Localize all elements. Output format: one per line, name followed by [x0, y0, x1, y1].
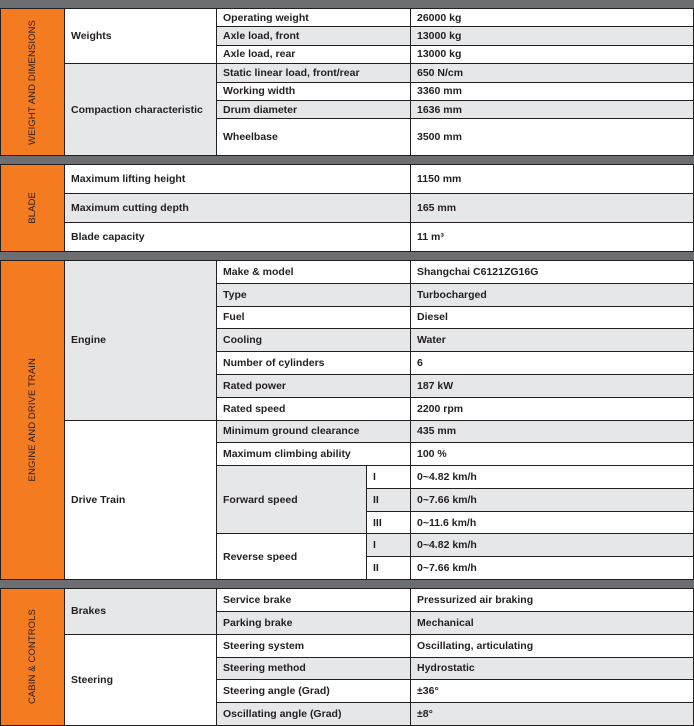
spec-value: 26000 kg	[411, 9, 694, 27]
reverse-speed-label: Reverse speed	[217, 534, 367, 580]
spec-value: 3500 mm	[411, 119, 694, 156]
spec-value: Shangchai C6121ZG16G	[411, 261, 694, 284]
gear-value: 0~11.6 km/h	[411, 512, 694, 535]
group-engine: Engine	[65, 261, 217, 421]
spec-value: Pressurized air braking	[411, 589, 694, 612]
spec-value: 1150 mm	[411, 165, 694, 194]
spec-value: 13000 kg	[411, 27, 694, 45]
spec-label: Oscillating angle (Grad)	[217, 703, 411, 726]
spec-value: Mechanical	[411, 612, 694, 635]
gear-value: 0~7.66 km/h	[411, 557, 694, 580]
spec-value: Diesel	[411, 307, 694, 330]
group-weights: Weights	[65, 9, 217, 64]
spec-value: 1636 mm	[411, 101, 694, 119]
section-title-cabin: CABIN & CONTROLS	[1, 589, 65, 726]
gear-value: 0~4.82 km/h	[411, 534, 694, 557]
spec-label: Wheelbase	[217, 119, 411, 156]
section-divider	[0, 252, 694, 260]
spec-label: Maximum cutting depth	[65, 194, 411, 223]
spec-label: Drum diameter	[217, 101, 411, 119]
spec-label: Parking brake	[217, 612, 411, 635]
spec-value: 13000 kg	[411, 46, 694, 64]
spec-value: Hydrostatic	[411, 658, 694, 681]
section-title-blade: BLADE	[1, 165, 65, 252]
engine-drive-section	[0, 260, 694, 580]
spec-value: 435 mm	[411, 421, 694, 444]
spec-label: Cooling	[217, 329, 411, 352]
cabin-controls-section	[0, 588, 694, 726]
spec-value: Oscillating, articulating	[411, 635, 694, 658]
section-title-engine: ENGINE AND DRIVE TRAIN	[1, 261, 65, 580]
spec-label: Minimum ground clearance	[217, 421, 411, 444]
spec-value: Turbocharged	[411, 284, 694, 307]
spec-label: Rated speed	[217, 398, 411, 421]
section-title-weight: WEIGHT AND DIMENSIONS	[1, 9, 65, 156]
weight-dimensions-section	[0, 8, 694, 156]
group-drive-train: Drive Train	[65, 421, 217, 581]
gear-value: 0~4.82 km/h	[411, 466, 694, 489]
spec-label: Operating weight	[217, 9, 411, 27]
spec-label: Steering angle (Grad)	[217, 680, 411, 703]
forward-speed-label: Forward speed	[217, 466, 367, 534]
group-brakes: Brakes	[65, 589, 217, 635]
spec-label: Number of cylinders	[217, 352, 411, 375]
gear-label: II	[367, 557, 411, 580]
gear-label: I	[367, 466, 411, 489]
spec-value: 187 kW	[411, 375, 694, 398]
spec-value: ±36°	[411, 680, 694, 703]
spec-label: Axle load, rear	[217, 46, 411, 64]
gear-value: 0~7.66 km/h	[411, 489, 694, 512]
spec-label: Service brake	[217, 589, 411, 612]
gear-label: I	[367, 534, 411, 557]
gear-label: II	[367, 489, 411, 512]
spec-value: 11 m³	[411, 223, 694, 252]
spec-value: Water	[411, 329, 694, 352]
spec-label: Blade capacity	[65, 223, 411, 252]
spec-label: Static linear load, front/rear	[217, 64, 411, 82]
spec-label: Working width	[217, 83, 411, 101]
spec-value: ±8°	[411, 703, 694, 726]
spec-value: 2200 rpm	[411, 398, 694, 421]
section-divider	[0, 156, 694, 164]
group-compaction: Compaction characteristic	[65, 64, 217, 156]
gear-label: III	[367, 512, 411, 535]
blade-section	[0, 164, 694, 252]
spec-label: Type	[217, 284, 411, 307]
spec-label: Axle load, front	[217, 27, 411, 45]
spec-label: Fuel	[217, 307, 411, 330]
spec-label: Maximum lifting height	[65, 165, 411, 194]
spec-value: 6	[411, 352, 694, 375]
spec-value: 100 %	[411, 443, 694, 466]
spec-value: 3360 mm	[411, 83, 694, 101]
section-divider	[0, 0, 694, 8]
group-steering: Steering	[65, 635, 217, 726]
spec-value: 650 N/cm	[411, 64, 694, 82]
spec-label: Steering method	[217, 658, 411, 681]
section-divider	[0, 580, 694, 588]
spec-label: Steering system	[217, 635, 411, 658]
spec-value: 165 mm	[411, 194, 694, 223]
spec-label: Maximum climbing ability	[217, 443, 411, 466]
spec-label: Rated power	[217, 375, 411, 398]
spec-label: Make & model	[217, 261, 411, 284]
